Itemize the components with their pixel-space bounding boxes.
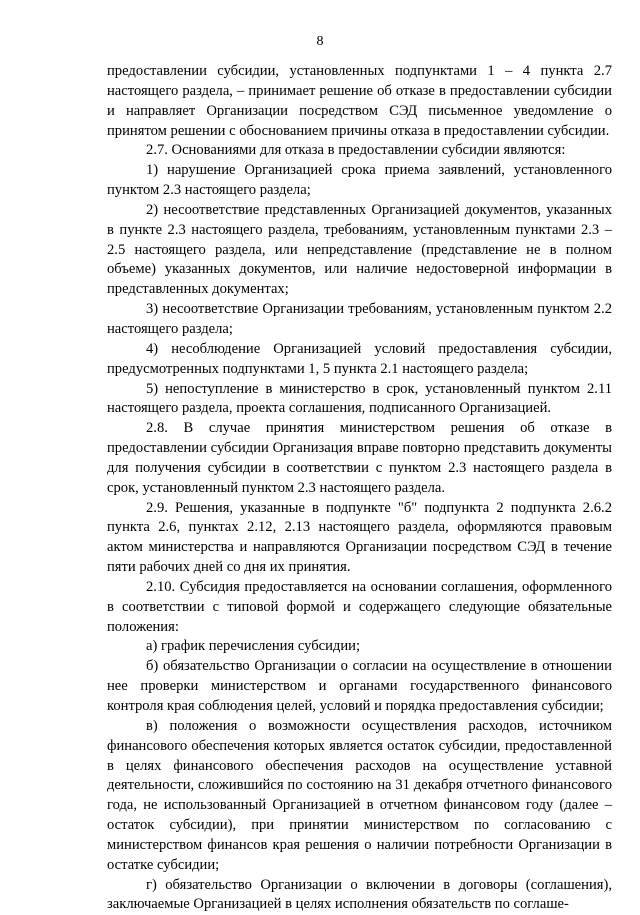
paragraph-2-7-item-5: 5) непоступление в министерство в срок, установленный пунктом 2.11 настоящего раздела, проекта соглашения, подписанного Организацией. <box>107 380 612 417</box>
paragraph-2-10: 2.10. Субсидия предоставляется на основании соглашения, оформленного в соответствии с типовой формой и содержащего следующие обязательные положения: <box>107 578 612 635</box>
paragraph-2-7-item-2: 2) несоответствие представленных Организацией документов, указанных в пункте 2.3 настоящего раздела, требованиям, установленным пунктами 2.3 – 2.5 настоящего раздела, или непредставление (представление не в полном объеме) указанных документов, или наличие недостоверной информации в представленных документах; <box>107 201 612 298</box>
paragraph-2-10-item-g: г) обязательство Организации о включении в договоры (соглашения), заключаемые Организацией в целях исполнения обязательств по соглаше- <box>107 876 612 913</box>
paragraph-2-8: 2.8. В случае принятия министерством решения об отказе в предоставлении субсидии Организация вправе повторно представить документы для получения субсидии в соответствии с пунктом 2.3 настоящего раздела в срок, установленный пунктом 2.3 настоящего раздела. <box>107 420 612 496</box>
paragraph-continuation: предоставлении субсидии, установленных подпунктами 1 – 4 пункта 2.7 настоящего раздела, – принимает решение об отказе в предоставлении субсидии и направляет Организации посредством СЭД письменное уведомление о принятом решении с обоснованием причины отказа в предоставлении субсидии. <box>107 63 612 139</box>
paragraph-2-10-item-v: в) положения о возможности осуществления расходов, источником финансового обеспечения которых является остаток субсидии, предоставленной в целях финансового обеспечения расходов на осуществление уставной деятельности, сложившийся по состоянию на 31 декабря отчетного финансового года, не использованный Организацией в отчетном финансовом году (далее – остаток субсидии), при принятии министерством по согласованию с министерством финансов края решения о наличии потребности Организации в остатке субсидии; <box>107 717 612 873</box>
paragraph-2-7-item-1: 1) нарушение Организацией срока приема заявлений, установленного пунктом 2.3 настоящего раздела; <box>107 162 612 199</box>
paragraph-2-10-item-b: б) обязательство Организации о согласии на осуществление в отношении нее проверки министерством и органами государственного финансового контроля края соблюдения целей, условий и порядка предоставления субсидии; <box>107 658 612 714</box>
page-number: 8 <box>316 34 324 49</box>
paragraph-2-9: 2.9. Решения, указанные в подпункте "б" подпункта 2 подпункта 2.6.2 пункта 2.6, пунктах 2.12, 2.13 настоящего раздела, оформляются правовым актом министерства и направляются Организации посредством СЭД в течение пяти рабочих дней со дня их принятия. <box>107 499 612 576</box>
paragraph-2-7-item-3: 3) несоответствие Организации требованиям, установленным пунктом 2.2 настоящего раздела; <box>107 301 612 337</box>
paragraph-2-7: 2.7. Основаниями для отказа в предоставлении субсидии являются: <box>146 142 566 159</box>
paragraph-2-7-item-4: 4) несоблюдение Организацией условий предоставления субсидии, предусмотренных подпунктами 1, 5 пункта 2.1 настоящего раздела; <box>107 340 612 377</box>
paragraph-2-10-item-a: а) график перечисления субсидии; <box>146 638 361 655</box>
document-body <box>107 62 612 915</box>
